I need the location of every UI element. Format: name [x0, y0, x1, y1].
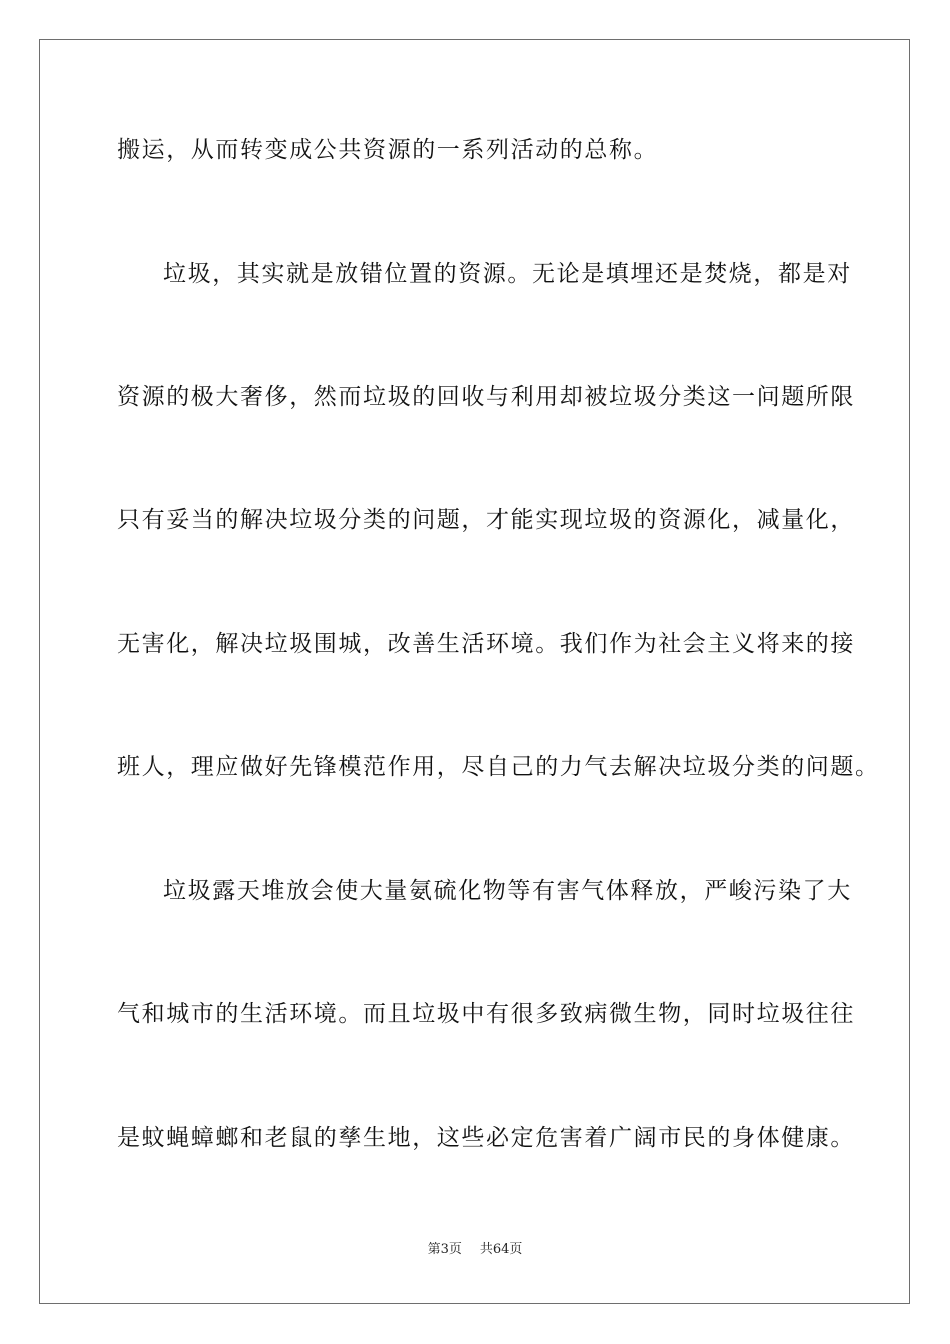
text-line-5: 无害化，解决垃圾围城，改善生活环境。我们作为社会主义将来的接	[117, 631, 855, 657]
text-line-3: 资源的极大奢侈，然而垃圾的回收与利用却被垃圾分类这一问题所限	[117, 384, 855, 410]
text-line-4: 只有妥当的解决垃圾分类的问题，才能实现垃圾的资源化，减量化，	[117, 507, 855, 533]
text-line-6: 班人，理应做好先锋模范作用，尽自己的力气去解决垃圾分类的问题。	[117, 754, 880, 780]
text-line-2: 垃圾，其实就是放错位置的资源。无论是填埋还是焚烧，都是对	[163, 261, 852, 287]
total-pages: 共64页	[479, 1242, 523, 1257]
text-line-7: 垃圾露天堆放会使大量氨硫化物等有害气体释放，严峻污染了大	[163, 878, 852, 904]
text-line-9: 是蚊蝇蟑螂和老鼠的孳生地，这些必定危害着广阔市民的身体健康。	[117, 1125, 855, 1151]
page-footer	[0, 1241, 950, 1259]
text-line-1: 搬运，从而转变成公共资源的一系列活动的总称。	[117, 137, 659, 163]
text-line-8: 气和城市的生活环境。而且垃圾中有很多致病微生物，同时垃圾往往	[117, 1001, 855, 1027]
page-border	[39, 39, 910, 1304]
page-number: 第3页	[427, 1242, 462, 1257]
